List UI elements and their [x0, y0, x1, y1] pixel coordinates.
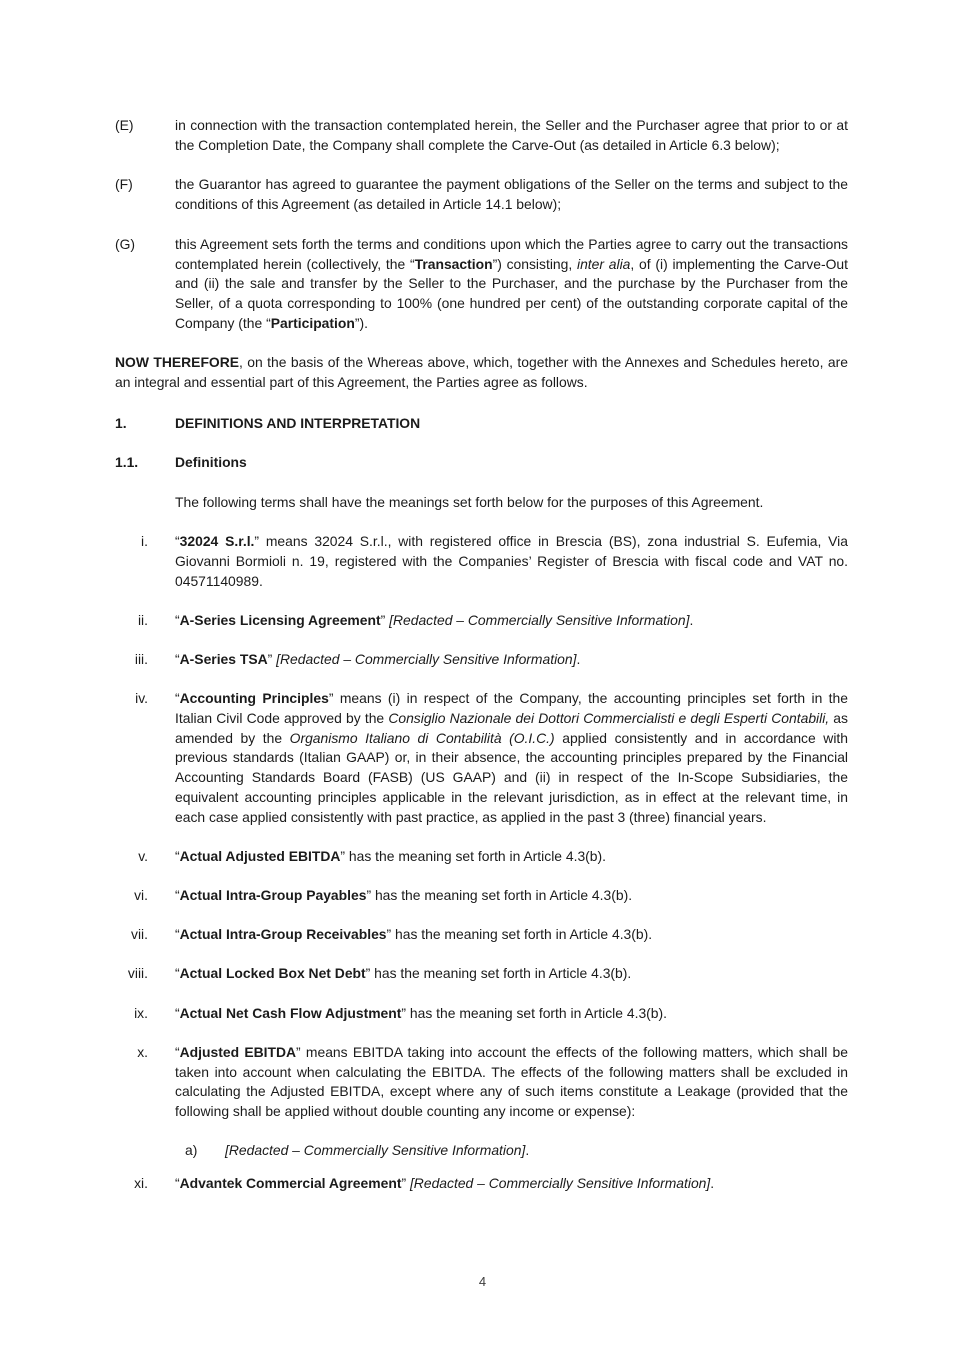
definition-numeral: x. — [137, 1043, 148, 1060]
definition-numeral: iii. — [134, 651, 148, 668]
definition-text: “Actual Intra-Group Payables” has the meaning set forth in Article 4.3(b). — [175, 886, 633, 903]
definition-item-vii — [115, 925, 848, 945]
definition-item-i — [115, 532, 848, 591]
recital-paragraph-g — [115, 235, 848, 334]
definition-text: “Actual Net Cash Flow Adjustment” has the meaning set forth in Article 4.3(b). — [175, 1004, 668, 1021]
section-number: 1. — [115, 414, 127, 431]
recital-paragraph-e — [115, 116, 848, 155]
definition-text: “A-Series Licensing Agreement” [Redacted – Commercially Sensitive Information]. — [175, 611, 694, 628]
definition-item-v — [115, 847, 848, 867]
definition-body — [175, 1043, 848, 1161]
page-number: 4 — [478, 1274, 487, 1289]
definition-numeral: viii. — [127, 965, 148, 982]
definition-text: “Accounting Principles” means (i) in respect of the Company, the accounting principles set forth in the Italian Civil Code approved by the Consiglio Nazionale dei Dottori Commercialisti e degli Esperti Contabili, as amended by the Organismo Italiano di Contabilità (O.I.C.) applied consistently and in accordance with previous standards (Italian GAAP) or, in their absence, the accounting principles prepared by the Financial Accounting Standards Board (FASB) (US GAAP) and (ii) in respect of the In-Scope Subsidiaries, the equivalent accounting principles applicable in the relevant jurisdiction, as in effect at the relevant time, in each case applied consistently with past practice, as applied in the past 3 (three) financial years. — [175, 690, 848, 825]
definition-text: “Actual Locked Box Net Debt” has the meaning set forth in Article 4.3(b). — [175, 965, 632, 982]
now-therefore-paragraph: NOW THEREFORE, on the basis of the Whereas above, which, together with the Annexes and Schedules hereto, are an integral and essential part of this Agreement, the Parties agree as follows. — [115, 354, 848, 391]
definition-numeral: v. — [138, 847, 148, 864]
subsection-number: 1.1. — [115, 454, 139, 471]
definition-text: “Advantek Commercial Agreement” [Redacted – Commercially Sensitive Information]. — [175, 1174, 715, 1191]
definition-numeral: xi. — [134, 1174, 148, 1191]
document-content — [115, 116, 848, 1213]
definition-text: “Adjusted EBITDA” means EBITDA taking into account the effects of the following matters, which shall be taken into account when calculating the EBITDA. The effects of the following matters shall be excluded in calculating the Adjusted EBITDA, except where any of such items constitute a Leakage (provided that the following shall be applied without double counting any income or expense): — [175, 1043, 849, 1119]
definition-item-xi — [115, 1174, 848, 1194]
section-title: DEFINITIONS AND INTERPRETATION — [175, 414, 421, 431]
recital-label: (F) — [115, 176, 133, 193]
definition-text: “Actual Adjusted EBITDA” has the meaning set forth in Article 4.3(b). — [175, 847, 607, 864]
definitions-intro: The following terms shall have the meanings set forth below for the purposes of this Agreement. — [175, 494, 764, 511]
definition-item-iv — [115, 689, 848, 827]
recital-label: (G) — [115, 235, 136, 252]
recital-label: (E) — [115, 117, 134, 133]
definition-numeral: ii. — [137, 611, 148, 628]
definition-item-vi — [115, 886, 848, 906]
subsection-title: Definitions — [175, 454, 247, 471]
definition-numeral: i. — [141, 533, 148, 550]
definition-item-x — [115, 1043, 848, 1161]
definition-text: “A-Series TSA” [Redacted – Commercially Sensitive Information]. — [175, 651, 581, 668]
definition-text: “32024 S.r.l.” means 32024 S.r.l., with registered office in Brescia (BS), zona industrial S. Eufemia, Via Giovanni Bormioli n. 19, registered with the Companies’ Register of Brescia with fiscal code and VAT no. 04571140989. — [175, 533, 848, 589]
subsection-heading-definitions — [115, 453, 848, 473]
sub-item-label: a) — [185, 1142, 198, 1159]
definition-item-ii — [115, 611, 848, 631]
definition-numeral: vi. — [134, 886, 148, 903]
sub-item-text: [Redacted – Commercially Sensitive Information]. — [225, 1142, 530, 1159]
recital-paragraph-f — [115, 175, 848, 214]
definition-text: “Actual Intra-Group Receivables” has the meaning set forth in Article 4.3(b). — [175, 926, 653, 943]
definition-numeral: iv. — [135, 690, 148, 707]
section-heading-definitions-and-interpretation — [115, 414, 848, 434]
recital-text: the Guarantor has agreed to guarantee the payment obligations of the Seller on the terms and subject to the conditions of this Agreement (as detailed in Article 14.1 below); — [175, 176, 848, 213]
definition-item-ix — [115, 1004, 848, 1024]
definition-sub-item-a — [175, 1141, 848, 1161]
definition-numeral: ix. — [134, 1004, 148, 1021]
definition-item-viii — [115, 964, 848, 984]
definition-numeral: vii. — [131, 926, 148, 943]
recital-text: this Agreement sets forth the terms and conditions upon which the Parties agree to carry out the transactions contemplated herein (collectively, the “Transaction”) consisting, inter alia, of (i) implementing the Carve-Out and (ii) the sale and transfer by the Seller to the Purchaser, and the purchase by the Purchaser from the Seller, of a quota corresponding to 100% (one hundred per cent) of the outstanding corporate capital of the Company (the “Participation”). — [175, 235, 848, 331]
recital-text: in connection with the transaction contemplated herein, the Seller and the Purchaser agree that prior to or at the Completion Date, the Company shall complete the Carve-Out (as detailed in Article 6.3 below); — [175, 117, 848, 153]
definition-item-iii — [115, 650, 848, 670]
